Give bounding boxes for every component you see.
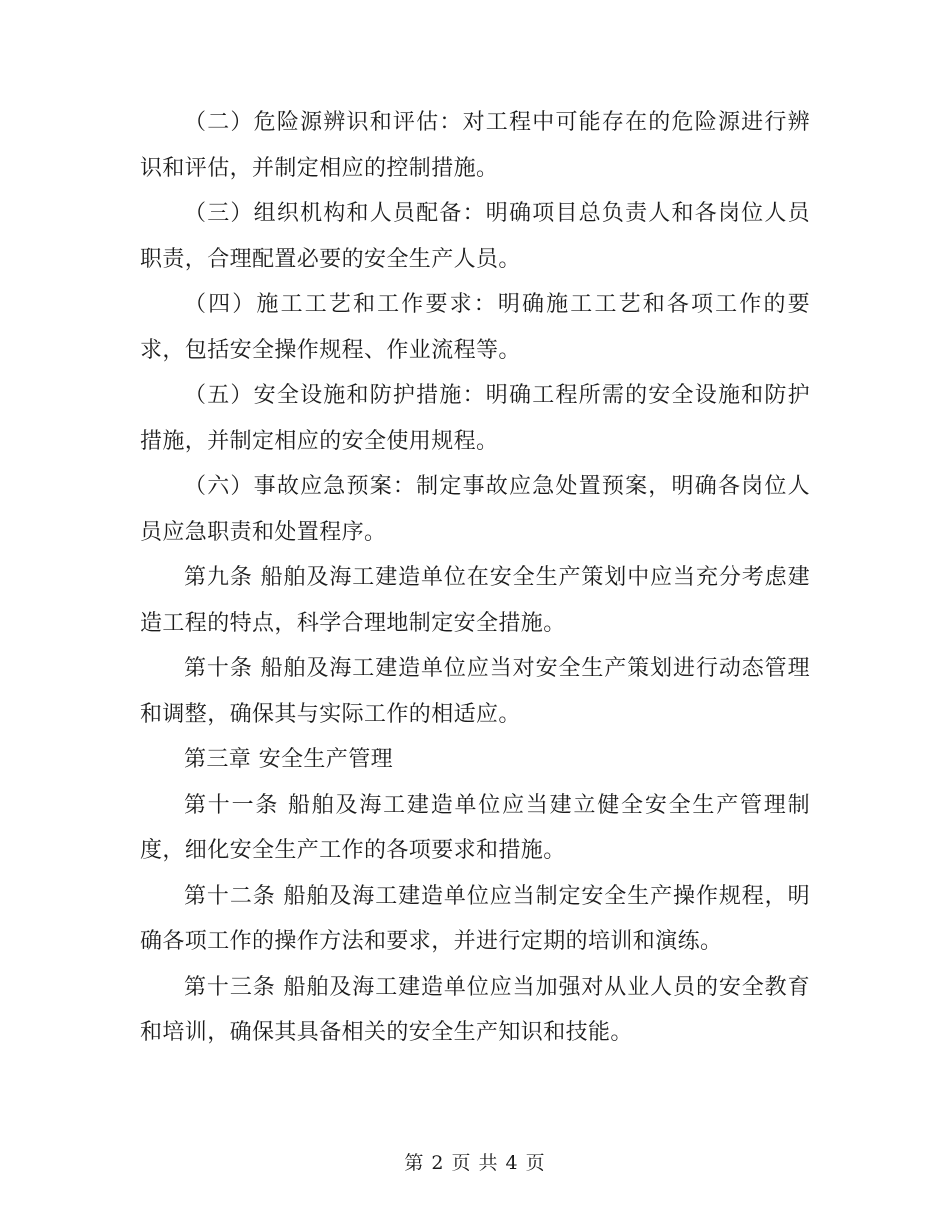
paragraph-article-13: 第十三条 船舶及海工建造单位应当加强对从业人员的安全教育和培训，确保其具备相关的安全生产知识和技能。 [140, 974, 810, 1045]
page-footer: 第 2 页 共 4 页 [404, 1152, 546, 1174]
paragraph-organization-staffing: （三）组织机构和人员配备：明确项目总负责人和各岗位人员职责，合理配置必要的安全生产人员。 [140, 201, 810, 272]
paragraph-emergency-plan: （六）事故应急预案：制定事故应急处置预案，明确各岗位人员应急职责和处置程序。 [140, 474, 810, 545]
paragraph-hazard-identification: （二）危险源辨识和评估：对工程中可能存在的危险源进行辨识和评估，并制定相应的控制措施。 [140, 110, 810, 181]
paragraph-article-11: 第十一条 船舶及海工建造单位应当建立健全安全生产管理制度，细化安全生产工作的各项要求和措施。 [140, 792, 810, 863]
paragraph-construction-process: （四）施工工艺和工作要求：明确施工工艺和各项工作的要求，包括安全操作规程、作业流程等。 [140, 292, 810, 363]
chapter-heading: 第三章 安全生产管理 [184, 747, 393, 772]
paragraph-article-9: 第九条 船舶及海工建造单位在安全生产策划中应当充分考虑建造工程的特点，科学合理地制定安全措施。 [140, 565, 810, 636]
paragraph-safety-facilities: （五）安全设施和防护措施：明确工程所需的安全设施和防护措施，并制定相应的安全使用规程。 [140, 383, 810, 454]
paragraph-article-12: 第十二条 船舶及海工建造单位应当制定安全生产操作规程，明确各项工作的操作方法和要求，并进行定期的培训和演练。 [140, 883, 810, 954]
document-body [140, 100, 810, 1056]
paragraph-article-10: 第十条 船舶及海工建造单位应当对安全生产策划进行动态管理和调整，确保其与实际工作的相适应。 [140, 656, 810, 727]
